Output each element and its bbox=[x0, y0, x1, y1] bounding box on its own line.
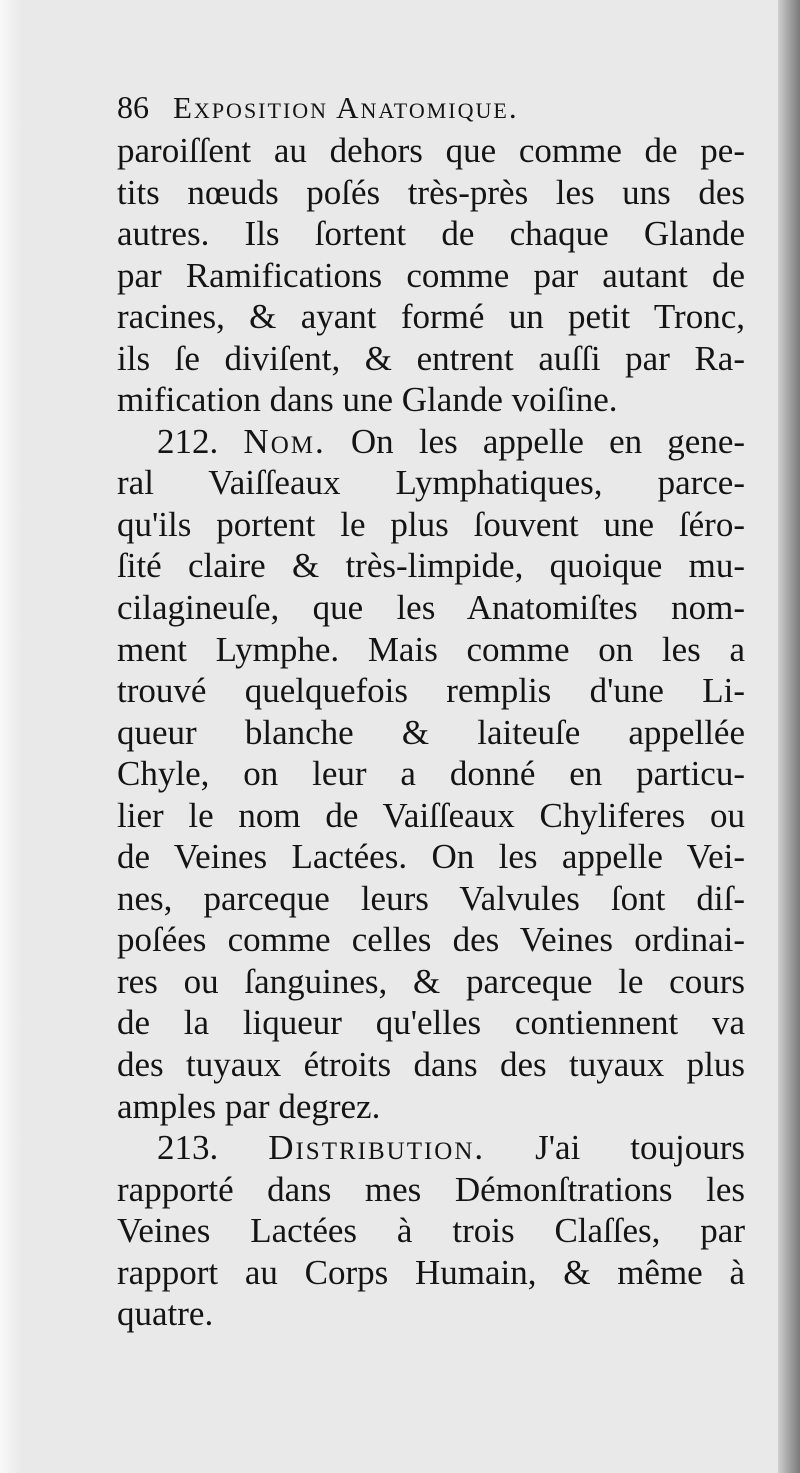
section-heading: Nom. bbox=[243, 421, 326, 461]
text-line: autres. Ils ſortent de chaque Glande bbox=[117, 214, 745, 254]
section-213-first-line bbox=[117, 1127, 745, 1169]
section-text: J'ai toujours bbox=[485, 1128, 745, 1168]
text-line: nes, parceque leurs Valvules ſont diſ- bbox=[117, 878, 745, 918]
text-line: ral Vaiſſeaux Lymphatiques, parce- bbox=[117, 463, 745, 503]
text-line: ment Lymphe. Mais comme on les a bbox=[117, 629, 745, 669]
running-header bbox=[117, 84, 745, 130]
text-line: trouvé quelquefois remplis d'une Li- bbox=[117, 671, 745, 711]
text-line: amples par degrez. bbox=[117, 1086, 381, 1126]
text-line: Veines Lactées à trois Claſſes, par bbox=[117, 1211, 745, 1251]
section-heading: Distribution. bbox=[268, 1128, 486, 1168]
text-line: paroiſſent au dehors que comme de pe- bbox=[117, 131, 745, 170]
section-212-first-line bbox=[117, 421, 745, 463]
text-line: Chyle, on leur a donné en particu- bbox=[117, 754, 745, 794]
text-line: cilagineuſe, que les Anatomiſtes nom- bbox=[117, 588, 745, 628]
text-line: ſité claire & très-limpide, quoique mu- bbox=[117, 546, 745, 586]
text-line: qu'ils portent le plus ſouvent une ſéro- bbox=[117, 504, 745, 544]
page-gutter-shadow bbox=[778, 0, 800, 1473]
page-text bbox=[117, 84, 745, 1335]
text-line: lier le nom de Vaiſſeaux Chyliferes ou bbox=[117, 795, 745, 835]
text-line: de la liqueur qu'elles contiennent va bbox=[117, 1003, 745, 1043]
text-line: mification dans une Glande voiſine. bbox=[117, 380, 618, 420]
section-text: On les appelle en gene- bbox=[325, 421, 746, 461]
text-line: rapport au Corps Humain, & même à bbox=[117, 1252, 745, 1292]
text-line: res ou ſanguines, & parceque le cours bbox=[117, 961, 745, 1001]
text-line: des tuyaux étroits dans des tuyaux plus bbox=[117, 1045, 745, 1085]
section-number: 213. bbox=[157, 1128, 269, 1168]
running-title: Exposition Anatomique. bbox=[173, 90, 519, 125]
text-line: queur blanche & laiteuſe appellée bbox=[117, 712, 745, 752]
text-line: rapporté dans mes Démonſtrations les bbox=[117, 1169, 745, 1209]
text-line: de Veines Lactées. On les appelle Vei- bbox=[117, 837, 745, 877]
page-number: 86 bbox=[117, 89, 149, 125]
text-line: poſées comme celles des Veines ordinai- bbox=[117, 920, 745, 960]
text-line: ils ſe diviſent, & entrent auſſi par Ra- bbox=[117, 338, 745, 378]
text-line: tits nœuds poſés très-près les uns des bbox=[117, 172, 745, 212]
text-line: par Ramifications comme par autant de bbox=[117, 255, 745, 295]
text-line: racines, & ayant formé un petit Tronc, bbox=[117, 297, 745, 337]
section-number: 212. bbox=[157, 421, 244, 461]
text-line: quatre. bbox=[117, 1294, 214, 1334]
